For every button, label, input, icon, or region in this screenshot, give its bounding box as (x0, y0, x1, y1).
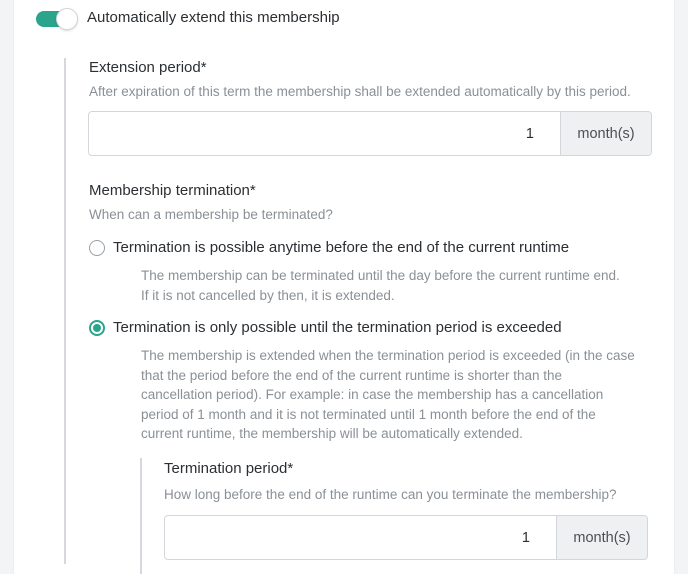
extension-period-unit: month(s) (560, 112, 651, 155)
termination-period-help: How long before the end of the runtime can you terminate the membership? (164, 487, 617, 502)
extension-period-help: After expiration of this term the membership shall be extended automatically by this period. (89, 84, 631, 99)
termination-option-anytime-description (141, 266, 651, 305)
subsection-indent-line (140, 458, 142, 574)
description-line: current runtime, the membership will be automatically extended. (141, 426, 523, 441)
extension-period-field (88, 111, 652, 156)
termination-period-field (164, 515, 648, 560)
description-line: The membership is extended when the termination period is exceeded (in the case (141, 348, 635, 363)
membership-termination-heading: Membership termination* (89, 182, 256, 199)
description-line: If it is not cancelled by then, it is extended. (141, 287, 395, 303)
auto-extend-row (36, 8, 77, 30)
radio-anytime-label: Termination is possible anytime before the end of the current runtime (113, 239, 570, 256)
auto-extend-toggle[interactable] (36, 8, 77, 30)
extension-period-heading: Extension period* (89, 59, 207, 76)
auto-extend-label: Automatically extend this membership (87, 9, 340, 26)
radio-anytime[interactable] (89, 240, 105, 256)
section-indent-line (64, 58, 66, 564)
termination-option-period[interactable] (89, 318, 562, 338)
radio-period-label: Termination is only possible until the termination period is exceeded (113, 319, 562, 336)
termination-option-period-description (141, 346, 656, 444)
radio-period[interactable] (89, 320, 105, 336)
extension-period-input[interactable] (89, 112, 560, 155)
termination-period-unit: month(s) (556, 516, 647, 559)
description-line: that the period before the end of the current runtime is shorter than the (141, 367, 563, 383)
termination-option-anytime[interactable] (89, 238, 569, 258)
membership-termination-help: When can a membership be terminated? (89, 207, 333, 222)
description-line: The membership can be terminated until the day before the current runtime end. (141, 268, 620, 283)
termination-period-input[interactable] (165, 516, 556, 559)
description-line: cancellation period). For example: in case the membership has a cancellation (141, 387, 604, 402)
description-line: period of 1 month and it is not terminated until 1 month before the end of the (141, 406, 596, 422)
toggle-knob (56, 8, 78, 30)
termination-period-heading: Termination period* (164, 460, 294, 477)
